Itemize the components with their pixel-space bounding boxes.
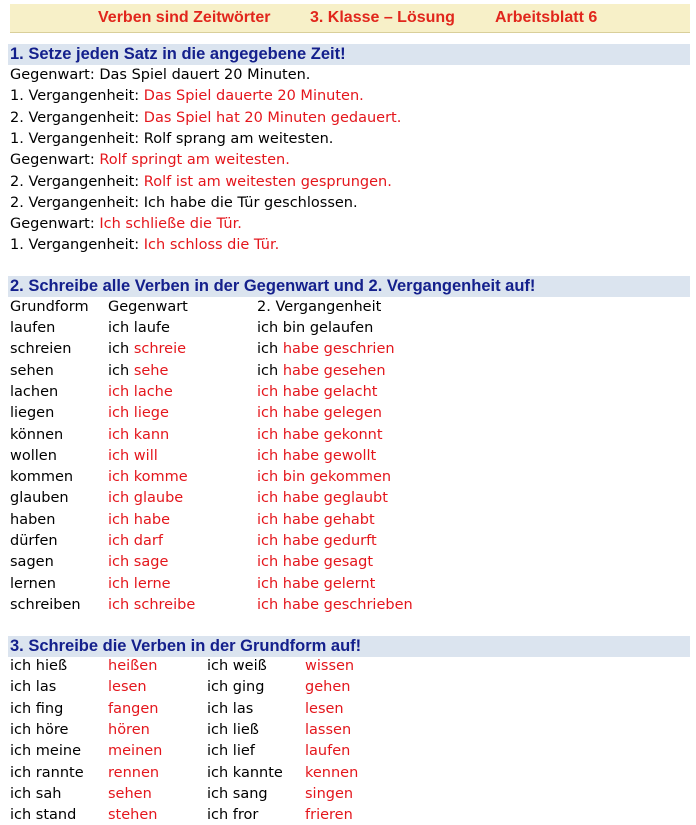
- present-form: [108, 467, 188, 487]
- past-form: [257, 510, 375, 530]
- conjugated-form: ich kannte: [207, 764, 283, 781]
- conjugated-form: ich las: [207, 700, 254, 717]
- base-form-answer: rennen: [108, 764, 160, 781]
- base-form: schreiben: [10, 596, 81, 613]
- tense-label: 1. Vergangenheit:: [10, 130, 144, 147]
- base-form-answer: meinen: [108, 743, 163, 760]
- sentence-line: [10, 193, 358, 213]
- present-form: [108, 552, 168, 572]
- base-form-answer: fangen: [108, 700, 159, 717]
- past-form: [257, 446, 376, 466]
- sentence-line: [10, 65, 310, 85]
- answer-sentence: Das Spiel dauerte 20 Minuten.: [143, 88, 364, 105]
- present-answer: ich schreibe: [108, 596, 196, 613]
- sentence-line: [10, 172, 392, 192]
- conjugated-form: ich ging: [207, 679, 265, 696]
- sentence-line: [10, 86, 364, 106]
- base-form: lachen: [10, 383, 59, 400]
- base-form-answer: stehen: [108, 807, 158, 824]
- base-form-answer: kennen: [305, 764, 359, 781]
- answer-sentence: Ich schließe die Tür.: [99, 216, 242, 233]
- past-answer: ich habe gesagt: [257, 554, 374, 571]
- present-prefix: ich: [108, 341, 134, 358]
- present-answer: ich lerne: [108, 575, 171, 592]
- column-header: Grundform: [10, 299, 89, 315]
- tense-label: Gegenwart:: [10, 67, 100, 83]
- past-form: [257, 574, 375, 594]
- past-answer: ich habe gelernt: [257, 575, 376, 592]
- base-form: lernen: [10, 575, 56, 592]
- column-header: Gegenwart: [108, 299, 188, 315]
- present-answer: ich will: [108, 447, 158, 464]
- conjugated-form: ich fing: [10, 700, 64, 717]
- past-prefix: ich bin gelaufen: [257, 320, 374, 336]
- present-answer: schreie: [133, 341, 187, 358]
- base-form-answer: heißen: [108, 658, 158, 674]
- base-form: sehen: [10, 362, 54, 379]
- past-answer: ich habe gelegen: [257, 405, 382, 422]
- conjugated-form: ich rannte: [10, 764, 84, 781]
- section2-heading: 2. Schreibe alle Verben in der Gegenwart und 2. Vergangenheit auf!: [8, 276, 690, 297]
- base-form: schreien: [10, 341, 72, 358]
- answer-sentence: Rolf springt am weitesten.: [99, 152, 290, 169]
- worksheet-grade: 3. Klasse – Lösung: [310, 9, 455, 26]
- base-form: haben: [10, 511, 56, 528]
- past-answer: ich habe gewollt: [257, 447, 377, 464]
- past-answer: habe gesehen: [282, 362, 386, 379]
- base-form-answer: frieren: [305, 807, 353, 824]
- past-form: [257, 488, 388, 508]
- sentence-line: [10, 108, 401, 128]
- past-form: [257, 595, 413, 615]
- section1-heading: 1. Setze jeden Satz in die angegebene Zeit!: [8, 44, 690, 65]
- column-header: 2. Vergangenheit: [257, 299, 382, 315]
- base-form: wollen: [10, 447, 57, 464]
- conjugated-form: ich fror: [207, 807, 259, 824]
- past-prefix: ich: [257, 341, 283, 358]
- sentence-line: [10, 129, 333, 149]
- base-form-answer: lesen: [108, 679, 147, 696]
- base-form: sagen: [10, 554, 54, 571]
- past-answer: ich habe gekonnt: [257, 426, 383, 443]
- present-form: [108, 361, 168, 381]
- conjugated-form: ich stand: [10, 807, 77, 824]
- answer-sentence: Das Spiel hat 20 Minuten gedauert.: [143, 109, 402, 126]
- base-form: können: [10, 426, 64, 443]
- present-prefix: ich: [108, 362, 134, 379]
- conjugated-form: ich hieß: [10, 658, 68, 674]
- present-form: [108, 425, 169, 445]
- present-answer: ich habe: [108, 511, 171, 528]
- conjugated-form: ich sah: [10, 785, 62, 802]
- section3-heading: 3. Schreibe die Verben in der Grundform auf!: [8, 636, 690, 657]
- base-form-answer: hören: [108, 721, 150, 738]
- past-answer: ich habe gelacht: [257, 383, 378, 400]
- conjugated-form: ich las: [10, 679, 57, 696]
- tense-label: 2. Vergangenheit:: [10, 109, 144, 126]
- present-form: [108, 488, 183, 508]
- given-sentence: Ich habe die Tür geschlossen.: [143, 194, 358, 211]
- present-form: [108, 382, 173, 402]
- conjugated-form: ich weiß: [207, 658, 267, 674]
- present-answer: ich lache: [108, 383, 173, 400]
- past-form: [257, 531, 377, 551]
- base-form: laufen: [10, 320, 56, 336]
- present-answer: ich liege: [108, 405, 169, 422]
- worksheet-sheet-number: Arbeitsblatt 6: [495, 9, 598, 26]
- base-form-answer: gehen: [305, 679, 351, 696]
- past-form: [257, 425, 383, 445]
- present-answer: ich glaube: [108, 490, 184, 507]
- conjugated-form: ich lief: [207, 743, 255, 760]
- past-form: [257, 552, 373, 572]
- present-answer: ich sage: [108, 554, 169, 571]
- worksheet-header: [10, 4, 690, 33]
- past-answer: ich habe gehabt: [257, 511, 375, 528]
- given-sentence: Das Spiel dauert 20 Minuten.: [99, 67, 311, 83]
- base-form-answer: wissen: [305, 658, 355, 674]
- tense-label: Gegenwart:: [10, 216, 100, 233]
- present-form: [108, 531, 163, 551]
- present-answer: ich kann: [108, 426, 170, 443]
- present-prefix: ich laufe: [108, 320, 170, 336]
- past-form: [257, 318, 373, 338]
- tense-label: 1. Vergangenheit:: [10, 237, 144, 254]
- worksheet-title: Verben sind Zeitwörter: [98, 9, 271, 26]
- conjugated-form: ich sang: [207, 785, 268, 802]
- base-form-answer: singen: [305, 785, 354, 802]
- past-answer: habe geschrien: [282, 341, 395, 358]
- base-form: dürfen: [10, 533, 58, 549]
- answer-sentence: Rolf ist am weitesten gesprungen.: [143, 173, 392, 190]
- past-answer: ich habe geglaubt: [257, 490, 388, 507]
- present-form: [108, 595, 195, 615]
- answer-sentence: Ich schloss die Tür.: [143, 237, 280, 254]
- base-form: liegen: [10, 405, 55, 422]
- past-form: [257, 382, 378, 402]
- tense-label: 2. Vergangenheit:: [10, 173, 144, 190]
- past-prefix: ich: [257, 362, 283, 379]
- past-form: [257, 403, 382, 423]
- base-form-answer: lassen: [305, 721, 352, 738]
- conjugated-form: ich meine: [10, 743, 81, 760]
- past-answer: ich habe geschrieben: [257, 596, 413, 613]
- base-form: kommen: [10, 469, 74, 486]
- present-form: [108, 403, 169, 423]
- base-form-answer: lesen: [305, 700, 344, 717]
- past-answer: ich habe gedurft: [257, 533, 377, 549]
- sentence-line: [10, 214, 242, 234]
- present-form: [108, 318, 170, 338]
- conjugated-form: ich ließ: [207, 721, 259, 738]
- base-form: glauben: [10, 490, 69, 507]
- past-form: [257, 467, 391, 487]
- present-answer: ich komme: [108, 469, 188, 486]
- given-sentence: Rolf sprang am weitesten.: [143, 130, 334, 147]
- past-answer: ich bin gekommen: [257, 469, 392, 486]
- tense-label: 1. Vergangenheit:: [10, 88, 144, 105]
- present-answer: ich darf: [108, 533, 163, 549]
- tense-label: 2. Vergangenheit:: [10, 194, 144, 211]
- present-form: [108, 339, 186, 359]
- base-form-answer: laufen: [305, 743, 351, 760]
- past-form: [257, 361, 386, 381]
- sentence-line: [10, 235, 279, 255]
- past-form: [257, 339, 395, 359]
- present-form: [108, 510, 170, 530]
- sentence-line: [10, 150, 290, 170]
- tense-label: Gegenwart:: [10, 152, 100, 169]
- present-form: [108, 446, 158, 466]
- present-answer: sehe: [133, 362, 169, 379]
- conjugated-form: ich höre: [10, 721, 69, 738]
- base-form-answer: sehen: [108, 785, 152, 802]
- present-form: [108, 574, 171, 594]
